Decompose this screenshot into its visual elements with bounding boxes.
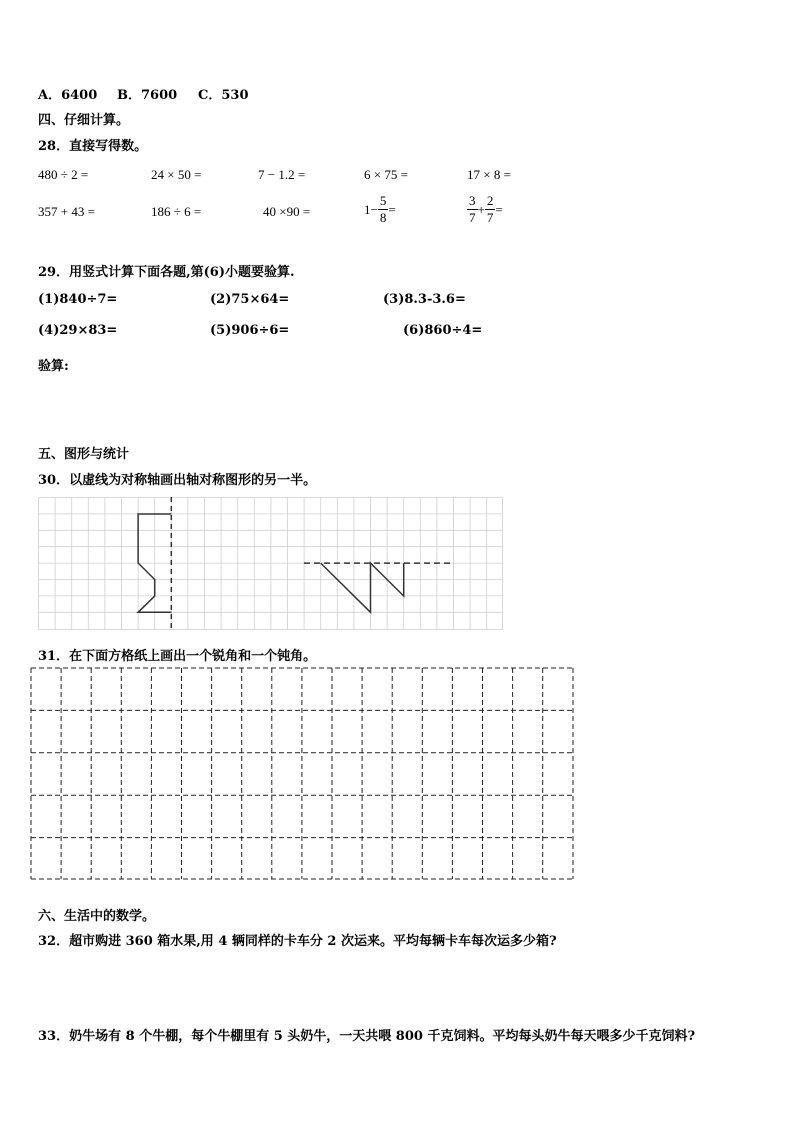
q29-item-3: (3)8.3-3.6=: [383, 292, 466, 307]
q30-title: 30．以虚线为对称轴画出轴对称图形的另一半。: [38, 473, 317, 488]
q29-check-label: 验算:: [38, 359, 69, 374]
q29-item-6: (6)860÷4=: [403, 323, 483, 338]
q28-r1-3: 7 − 1.2 =: [258, 167, 306, 182]
q32-title: 32．超市购进 360 箱水果,用 4 辆同样的卡车分 2 次运来。平均每辆卡车每次运多少箱?: [38, 934, 557, 949]
q28-r2-1: 357 + 43 =: [38, 204, 95, 219]
option-a: A．6400: [38, 88, 98, 103]
q28-r2-3: 40 ×90 =: [263, 204, 311, 219]
q28-r2-2: 186 ÷ 6 =: [151, 204, 202, 219]
q28-r1-1: 480 ÷ 2 =: [38, 167, 89, 182]
q31-title: 31．在下面方格纸上画出一个锐角和一个钝角。: [38, 649, 317, 664]
sum-num1: 3: [469, 193, 476, 208]
q28-r1-2: 24 × 50 =: [151, 167, 202, 182]
q29-item-2: (2)75×64=: [210, 292, 290, 307]
section-5-title: 五、图形与统计: [38, 447, 130, 462]
mixed1-tail: =: [388, 201, 396, 217]
q28-fraction-sum: [467, 193, 503, 226]
sum-num2: 2: [486, 193, 494, 208]
option-c: C．530: [198, 88, 249, 103]
q28-title: 28．直接写得数。: [38, 139, 148, 154]
q28-r1-4: 6 × 75 =: [364, 167, 408, 182]
sum-fraction-1: [467, 193, 478, 226]
q28-mixed-fraction-1: [364, 193, 396, 226]
option-b: B．7600: [117, 88, 178, 103]
mixed1-whole: 1−: [364, 201, 378, 217]
sum-fraction-2: [485, 193, 496, 226]
q33-title: 33．奶牛场有 8 个牛棚，每个牛棚里有 5 头奶牛，一天共喂 800 千克饲料。平均每头奶牛每天喂多少千克饲料?: [38, 1029, 696, 1044]
sum-tail: =: [495, 201, 503, 217]
mixed1-den: 8: [379, 210, 387, 225]
sum-den1: 7: [469, 210, 476, 225]
section-6-title: 六、生活中的数学。: [38, 909, 156, 924]
mixed1-num: 5: [379, 193, 387, 208]
grid-lines: [39, 498, 503, 630]
mixed1-fraction: [378, 193, 389, 226]
sum-den2: 7: [486, 210, 494, 225]
q29-item-5: (5)906÷6=: [210, 323, 290, 338]
q29-item-4: (4)29×83=: [38, 323, 118, 338]
dashed-square-grid: [30, 667, 575, 881]
q29-title: 29．用竖式计算下面各题,第(6)小题要验算.: [38, 265, 295, 280]
section-4-title: 四、仔细计算。: [38, 113, 130, 128]
q28-r1-5: 17 × 8 =: [467, 167, 511, 182]
symmetry-grid: [38, 497, 504, 632]
right-half-shape: [321, 563, 404, 612]
q29-item-1: (1)840÷7=: [38, 292, 118, 307]
sum-op: +: [477, 201, 485, 217]
